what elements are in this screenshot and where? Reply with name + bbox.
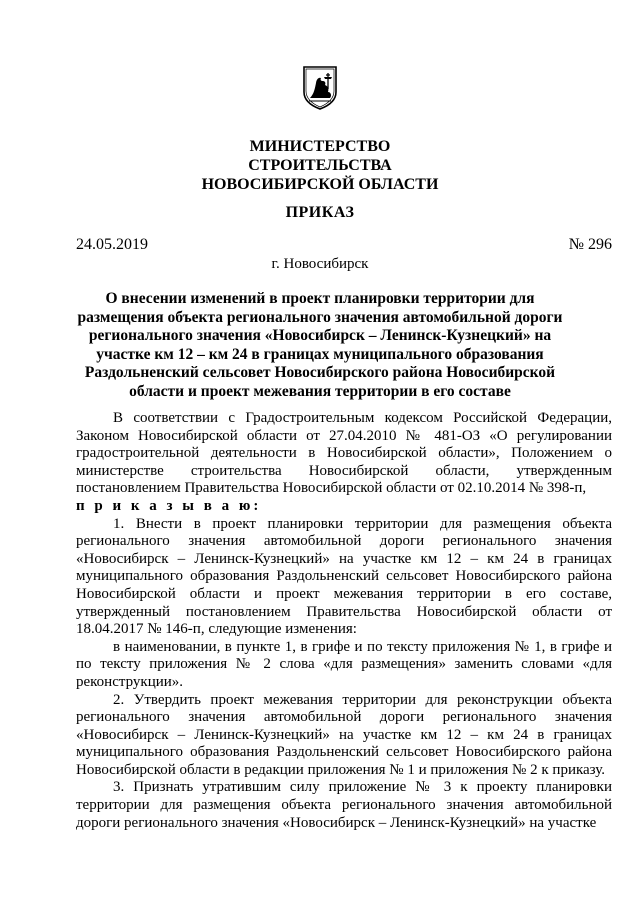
order-number: № 296 [568,236,612,253]
document-type: ПРИКАЗ [285,204,355,221]
order-heading: О внесении изменений в проект планировки территории для размещения объекта регионального значения автомобильной дороги регионального значения «Новосибирск – Ленинск-Кузнецкий» на участке км 12 – км 24 в границах муниципального образования Раздольненский сельсовет Новосибирского района Новосибирской области и проект межевания территории в его составе [77,290,563,400]
item-2-paragraph: 2. Утвердить проект межевания территории для реконструкции объекта регионального значения автомобильной дороги регионального значения «Новосибирск – Ленинск-Кузнецкий» на участке км 12 – км 24 в границах муниципального образования Раздольненский сельсовет Новосибирского района Новосибирской области в редакции приложения № 1 и приложения № 2 к приказу. [76,691,612,778]
ministry-name-line2: СТРОИТЕЛЬСТВА [248,157,392,174]
preamble-paragraph: В соответствии с Градостроительным кодексом Российской Федерации, Законом Новосибирской области от 27.04.2010 № 481-ОЗ «О регулировании градостроительной деятельности в Новосибирской области», Положением о министерстве строительства Новосибирской области, утвержденным постановлением Правительства Новосибирской области от 02.10.2014 № 398-п, [76,410,612,497]
item-1-subparagraph: в наименовании, в пункте 1, в грифе и по тексту приложения № 1, в грифе и по тексту приложения № 2 слова «для размещения» заменить словами «для реконструкции». [76,638,612,690]
ministry-name-line3: НОВОСИБИРСКОЙ ОБЛАСТИ [201,176,439,193]
coat-of-arms-icon [301,64,339,110]
decree-word: п р и к а з ы в а ю: [76,497,262,514]
ministry-name-line1: МИНИСТЕРСТВО [249,138,391,155]
order-city: г. Новосибирск [271,256,369,272]
order-date: 24.05.2019 [76,236,148,253]
order-body [76,410,612,832]
item-1-paragraph: 1. Внести в проект планировки территории для размещения объекта регионального значения автомобильной дороги регионального значения «Новосибирск – Ленинск-Кузнецкий» на участке км 12 – км 24 в границах муниципального образования Раздольненский сельсовет Новосибирского района Новосибирской области и проект межевания территории в его составе, утвержденный постановлением Правительства Новосибирской области от 18.04.2017 № 146-п, следующие изменения: [76,515,612,638]
item-3-paragraph: 3. Признать утратившим силу приложение № 3 к проекту планировки территории для размещения объекта регионального значения автомобильной дороги регионального значения «Новосибирск – Ленинск-Кузнецкий» на участке [76,779,612,831]
